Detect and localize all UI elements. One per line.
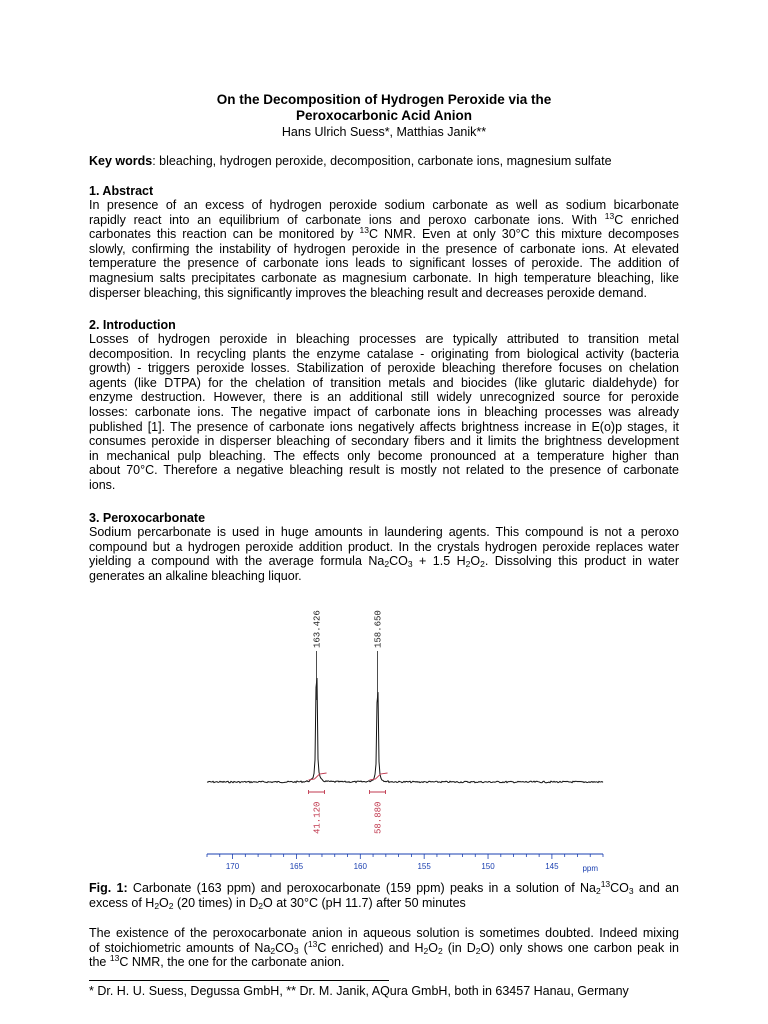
abstract-heading: 1. Abstract [89, 184, 154, 198]
caption-line: excess of $H_2O_2$ (20 times) in $D_2O$ at 30°C (pH 11.7) after 50 minutes [89, 895, 466, 911]
peroxocarbonate-heading: 3. Peroxocarbonate [89, 511, 206, 525]
intro-line: agents (like DTPA) for the chelation of transition metals and biocides (like glutaric dialdehyde) for [89, 375, 679, 390]
abstract-line: disperser bleaching, this significantly improves the bleaching result and decreases peroxide demand. [89, 285, 647, 300]
abstract-line: magnesium salts precipitates carbonate as magnesium carbonate. In high temperature bleaching, like [89, 270, 679, 285]
abstract-line: rapidly react into an equilibrium of carbonate ions and peroxo carbonate ions. With $^{13}$C enriched [89, 210, 679, 227]
intro-line: about 70°C. Therefore a negative bleaching result is mostly not related to the presence of carbonate [89, 463, 679, 478]
ppm-tick-label: 160 [353, 862, 367, 871]
integral-bracket [370, 790, 386, 794]
integral-bracket [309, 790, 325, 794]
closing-line: the $^{13}$C NMR, the one for the carbonate anion. [89, 953, 345, 970]
keywords-label: Key words [89, 154, 153, 168]
keywords-text: : bleaching, hydrogen peroxide, decomposition, carbonate ions, magnesium sulfate [152, 154, 612, 168]
abstract-line: slowly, confirming the instability of hydrogen peroxide in the presence of carbonate ions. At elevated [89, 241, 679, 256]
intro-line: published [1]. The presence of carbonate ions negatively affects brightness increase in E(o)p stages, it [89, 419, 679, 434]
ppm-tick-label: 170 [225, 862, 240, 871]
authors: Hans Ulrich Suess*, Matthias Janik** [281, 125, 487, 139]
intro-line: growth) - triggers peroxide losses. Stabilization of peroxide bleaching therefore focuses on chelation [89, 361, 679, 376]
nmr-spectrum-plot [207, 610, 603, 873]
perox-line: Sodium percarbonate is used in huge amounts in laundering agents. This compound is not a peroxo [89, 525, 679, 539]
ppm-unit-label: ppm [582, 864, 599, 873]
integral-curve [370, 773, 388, 780]
nmr-spectrum-figure [195, 596, 615, 878]
introduction-paragraph [89, 332, 679, 493]
intro-line: consumes peroxide in disperser bleaching of secondary fibers and it limits the brightness development [89, 434, 679, 449]
ppm-tick-label: 150 [481, 862, 495, 871]
intro-line: decomposition. In recycling plants the enzyme catalase - originating from biological activity (bacteria [89, 346, 679, 361]
intro-line: losses: carbonate ions. The negative impact of carbonate ions in bleaching processes was already [89, 404, 679, 419]
title-line-2: Peroxocarbonic Acid Anion [295, 108, 473, 123]
perox-line: yielding a compound with the average formula $Na_2CO_3 + 1.5$ $H_2O_2$. Dissolving this product in water [89, 554, 679, 570]
integral-label: 58.880 [373, 801, 384, 834]
ppm-tick-label: 165 [289, 862, 304, 871]
peak-label: 163.426 [312, 610, 323, 648]
closing-paragraph [89, 926, 679, 970]
abstract-line: In presence of an excess of hydrogen peroxide sodium carbonate as well as sodium bicarbonate [89, 198, 679, 212]
peroxocarbonate-paragraph [89, 525, 679, 583]
caption-label: Fig. 1: [89, 881, 128, 895]
ppm-tick-label: 145 [545, 862, 559, 871]
perox-line: compound but a hydrogen peroxide addition product. In the crystals hydrogen peroxide replaces water [89, 539, 679, 554]
closing-line: of stoichiometric amounts of $Na_2CO_3$ ($^{13}$C enriched) and $H_2O_2$ (in $D_2O$) only shows one carbon peak in [89, 938, 679, 956]
abstract-paragraph [89, 198, 679, 300]
intro-line: enzyme destruction. However, there is an additional still widely unrecognized source for peroxide [89, 390, 679, 405]
spectrum-trace [207, 678, 603, 783]
footnote: * Dr. H. U. Suess, Degussa GmbH, ** Dr. M. Janik, AQura GmbH, both in 63457 Hanau, Germany [89, 984, 629, 998]
closing-line: The existence of the peroxocarbonate anion in aqueous solution is sometimes doubted. Indeed mixing [89, 926, 679, 940]
intro-line: ions. [89, 477, 116, 492]
title-line-1: On the Decomposition of Hydrogen Peroxide via the [216, 92, 552, 107]
intro-line: Losses of hydrogen peroxide in bleaching processes are typically attributed to transition metal [89, 332, 679, 346]
footnote-rule [89, 980, 389, 981]
intro-line: in mechanical pulp bleaching. The effects only become pronounced at a temperature higher than [89, 448, 679, 463]
caption-line: Fig. 1: Carbonate (163 ppm) and peroxocarbonate (159 ppm) peaks in a solution of $Na_2^{13}CO_3$ and an [89, 879, 679, 896]
abstract-line: carbonates this reaction can be monitored by $^{13}$C NMR. Even at only 30°C this mixture decomposes [89, 225, 679, 242]
peak-label: 158.650 [373, 610, 384, 648]
perox-line: generates an alkaline bleaching liquor. [89, 568, 302, 583]
introduction-heading: 2. Introduction [89, 318, 176, 332]
abstract-line: temperature the presence of carbonate ions leads to significant losses of peroxide. The addition of [89, 256, 679, 271]
integral-label: 41.120 [312, 801, 323, 834]
keywords [89, 153, 679, 169]
figure-caption [89, 881, 679, 910]
ppm-tick-label: 155 [417, 862, 431, 871]
